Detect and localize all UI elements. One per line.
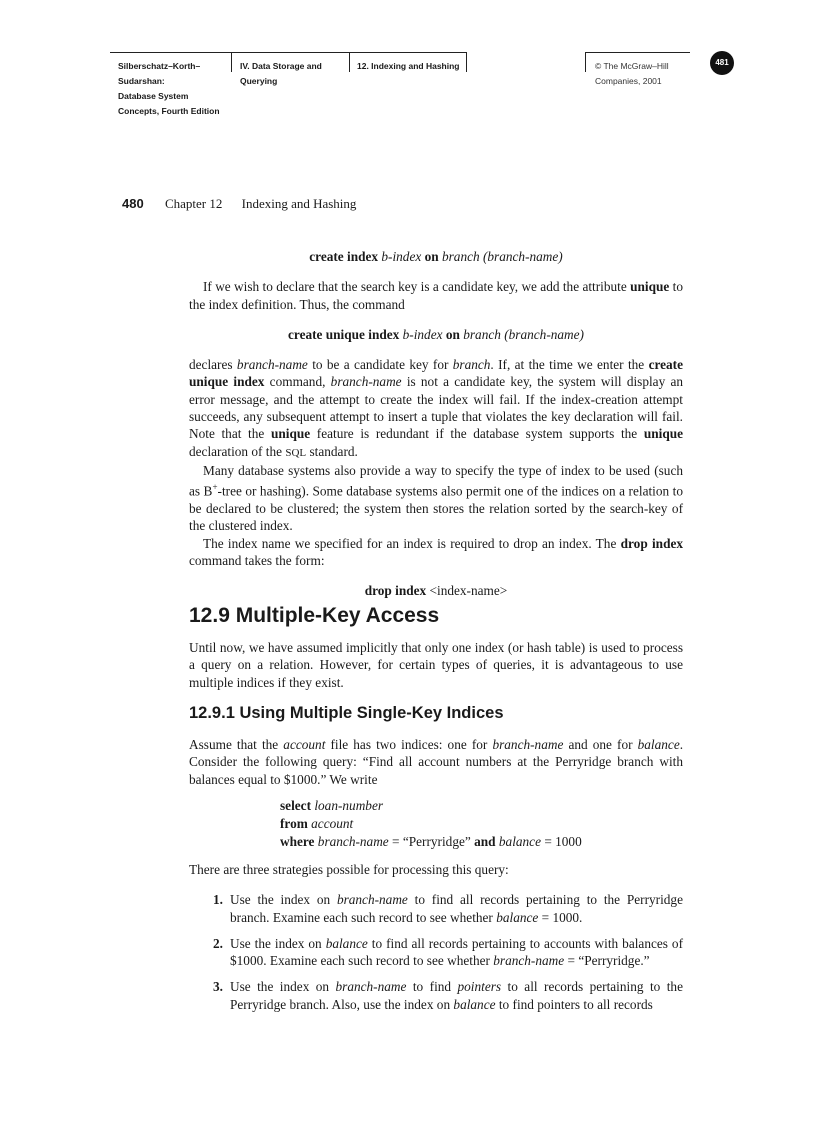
strategy-list [189, 891, 683, 1013]
header-part-line: IV. Data Storage and [240, 61, 322, 71]
header-copyright-line: Companies, 2001 [595, 76, 662, 86]
header-book-title [118, 59, 230, 119]
header-divider [585, 52, 586, 72]
paragraph: declares branch-name to be a candidate key for branch. If, at the time we enter the create unique index command, branch-name is not a candidate key, the system will display an error message, and the attempt to create the index will fail. If the index-creation attempt succeeds, any subsequent attempt to insert a tuple that violates the key declaration will fail. Note that the unique feature is redundant if the database system supports the unique declaration of the SQL standard. [189, 357, 684, 459]
header-part [240, 59, 348, 89]
page-number: 480 [122, 196, 144, 211]
header-rule-right [585, 52, 690, 53]
header-chapter [357, 59, 465, 74]
sql-query [280, 797, 582, 851]
create-unique-index-statement: create unique index b-index on branch (branch-name) [288, 326, 584, 342]
paragraph: If we wish to declare that the search key is a candidate key, we add the attribute unique to the index definition. Thus, the command [189, 279, 684, 312]
body-text-top [189, 248, 683, 599]
running-head [122, 196, 356, 212]
header-book-line: Concepts, Fourth Edition [118, 106, 220, 116]
paragraph: Until now, we have assumed implicitly that only one index (or hash table) is used to process a query on a relation. However, for certain types of queries, it is advantageous to use multiple indices if they exist. [189, 640, 683, 690]
query-line: from account [280, 816, 354, 831]
drop-index-statement: drop index <index-name> [364, 583, 508, 599]
subsection-heading: 12.9.1 Using Multiple Single-Key Indices [189, 704, 504, 722]
header-copyright [595, 59, 695, 89]
create-index-statement: create index b-index on branch (branch-name) [309, 249, 563, 264]
header-book-line: Silberschatz–Korth–Sudarshan: [118, 61, 201, 86]
header-rule [110, 52, 467, 53]
paragraph: Assume that the account file has two indices: one for branch-name and one for balance. Consider the following query: “Find all account numbers at the Perryridge branch with balances equal to $1000.” We write [189, 737, 684, 787]
list-item: 2. Use the index on balance to find all records pertaining to accounts with balances of $1000. Examine each such record to see whether branch-name = “Perryridge.” [213, 935, 683, 969]
section-intro [189, 639, 683, 691]
paragraph: There are three strategies possible for processing this query: [189, 862, 509, 877]
paragraph: The index name we specified for an index is required to drop an index. The drop index command takes the form: [189, 535, 684, 568]
query-line: select loan-number [280, 798, 384, 813]
chapter-title: Indexing and Hashing [241, 196, 357, 211]
subsection-body [189, 736, 683, 788]
header-copyright-line: © The McGraw–Hill [595, 61, 669, 71]
page-number-badge: 481 [710, 51, 734, 75]
header-chapter-text: 12. Indexing and Hashing [357, 61, 460, 71]
header-part-line: Querying [240, 76, 278, 86]
section-heading: 12.9 Multiple-Key Access [189, 604, 440, 627]
header-divider [349, 52, 350, 72]
header-book-line: Database System [118, 91, 189, 101]
chapter-label: Chapter 12 [164, 196, 223, 211]
paragraph: Many database systems also provide a way to specify the type of index to be used (such as B+-tree or hashing). Some database systems also permit one of the indices on a relation to be declared to be clustered; the system then stores the relation sorted by the search-key of the clustered index. [189, 462, 683, 534]
header-divider [466, 52, 467, 72]
header-divider [231, 52, 232, 72]
query-line: where branch-name = “Perryridge” and balance = 1000 [280, 834, 582, 849]
list-item: 1. Use the index on branch-name to find all records pertaining to the Perryridge branch. Examine each such record to see whether balance = 1000. [213, 892, 683, 925]
strategies-body [189, 861, 683, 1022]
list-item: 3. Use the index on branch-name to find pointers to all records pertaining to the Perryridge branch. Also, use the index on balance to find pointers to all records [213, 979, 683, 1012]
